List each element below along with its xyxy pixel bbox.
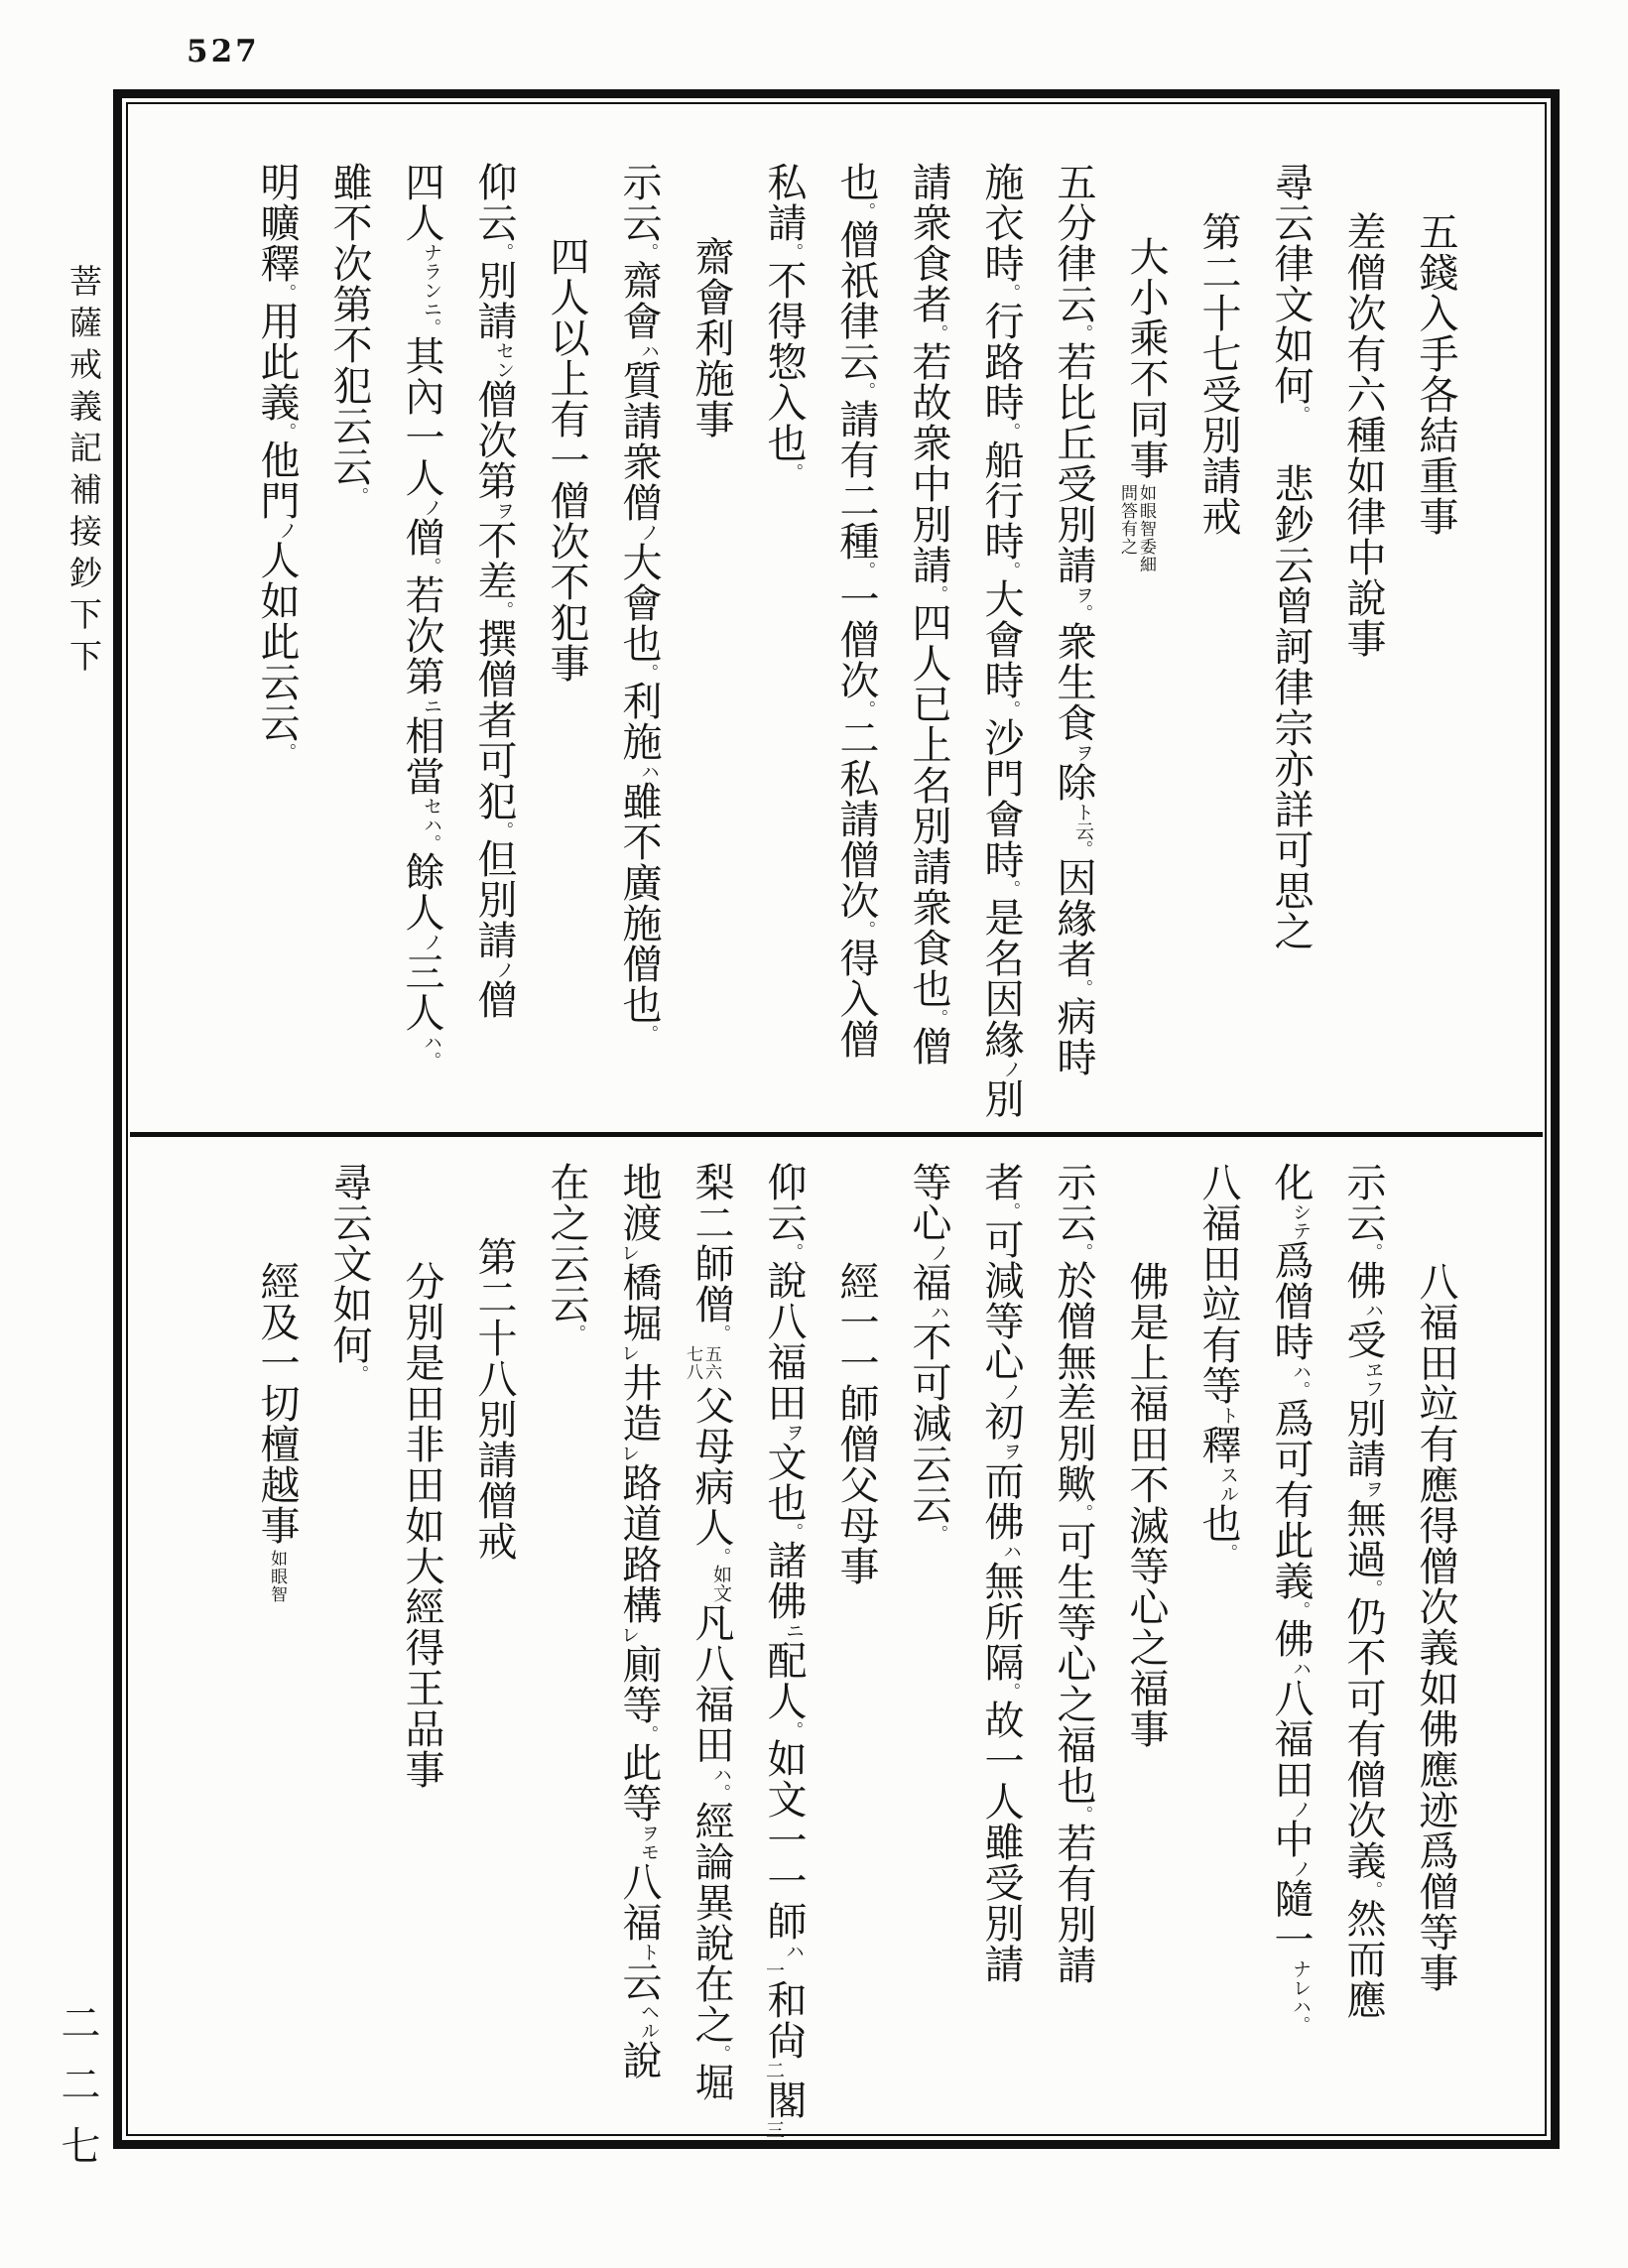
- punctuation-maru: 。: [639, 1025, 658, 1042]
- kunten-mark: ヲモ: [638, 1824, 659, 1861]
- punctuation-maru: 。: [277, 284, 296, 301]
- punctuation-maru: 。: [422, 558, 440, 574]
- kunten-mark: ハ: [638, 762, 659, 781]
- punctuation-maru: 。: [422, 1052, 440, 1069]
- kunten-mark: ハ: [1000, 1542, 1021, 1561]
- kunten-mark: 如文: [710, 1565, 731, 1602]
- punctuation-maru: 。: [929, 324, 947, 341]
- kunten-mark: ハ: [710, 1765, 731, 1784]
- text-frame: [113, 89, 1560, 2149]
- punctuation-maru: 。: [1001, 1202, 1020, 1219]
- text-column: 尋云文如何。: [327, 1162, 372, 1382]
- punctuation-maru: 。: [856, 700, 875, 717]
- punctuation-maru: 。: [856, 382, 875, 399]
- kunten-mark: ノ: [638, 523, 659, 542]
- punctuation-maru: 。: [929, 1009, 947, 1026]
- punctuation-maru: 。: [784, 243, 803, 260]
- text-column: 梨二師僧。 五六 七八 父母病人。如文凡八福田ハ。經論異說在之。堀: [683, 1162, 734, 2102]
- kunten-mark: ハ: [638, 341, 659, 360]
- kunten-mark: ヲ: [783, 1423, 804, 1442]
- kunten-mark: ノ: [276, 521, 297, 540]
- text-column: 四人以上有一僧次不犯事: [545, 236, 589, 684]
- kunten-mark: ヘル: [638, 2002, 659, 2040]
- top-text-block: [136, 108, 1537, 1174]
- interlinear-note-line: 問答有之: [1117, 484, 1137, 556]
- punctuation-maru: 。: [422, 834, 440, 851]
- text-column: 者。可減等心ノ初ヲ而佛ハ無所隔。故一人雖受別請: [979, 1162, 1024, 1984]
- text-column: 明曠釋。用此義。他門ノ人如此云云。: [255, 162, 300, 760]
- kunten-mark: レ: [618, 1625, 639, 1644]
- punctuation-maru: 。: [1001, 284, 1020, 301]
- punctuation-maru: 。: [349, 487, 368, 504]
- text-column: 大小乘不同事 如眼智委細 問答有之: [1117, 236, 1169, 573]
- kunten-mark: ト: [1217, 1406, 1238, 1425]
- text-column: 分別是田非田如大經得王品事: [400, 1261, 444, 1790]
- text-column: 仰云。說八福田ヲ文也。諸佛ニ配人。如文一一師ハ一和尙二閣三: [762, 1162, 807, 2139]
- kunten-mark: ハ: [1290, 1362, 1311, 1381]
- punctuation-maru: 。: [1291, 2016, 1310, 2033]
- kunten-mark: ノ: [1000, 1382, 1021, 1401]
- interlinear-note-line: 七八: [683, 1345, 702, 1381]
- punctuation-maru: 。: [1001, 562, 1020, 578]
- text-column: 私請。不得惣入也。: [762, 162, 807, 480]
- punctuation-maru: 。: [1363, 1881, 1382, 1898]
- punctuation-maru: 。: [1001, 1683, 1020, 1700]
- punctuation-maru: 。: [929, 1525, 947, 1542]
- text-column: 八福田竝有等ト釋スル也。: [1196, 1162, 1241, 1561]
- kunten-mark: ヲ: [1000, 1442, 1021, 1460]
- kunten-mark: ヲ: [1072, 743, 1093, 762]
- punctuation-maru: 。: [422, 318, 440, 335]
- kunten-mark: ナレハ: [1290, 1959, 1311, 2016]
- text-column: 在之云云。: [545, 1162, 589, 1341]
- kunten-mark: ヲ: [1072, 585, 1093, 604]
- interlinear-note: [1118, 484, 1156, 573]
- text-column: 佛是上福田不滅等心之福事: [1124, 1261, 1169, 1749]
- text-column: 八福田竝有應得僧次義如佛應迹爲僧等事: [1414, 1261, 1458, 1993]
- punctuation-maru: 。: [1073, 840, 1092, 857]
- folio-number: 二二七: [56, 2002, 100, 2187]
- punctuation-maru: 。: [1073, 1243, 1092, 1260]
- punctuation-maru: 。: [566, 1324, 585, 1341]
- kunten-mark: セン: [493, 341, 514, 379]
- punctuation-maru: 。: [1291, 1381, 1310, 1398]
- punctuation-maru: 。: [711, 1784, 730, 1801]
- punctuation-maru: 。: [1291, 1601, 1310, 1618]
- kunten-mark: ノ: [421, 933, 441, 951]
- punctuation-maru: 。: [1001, 423, 1020, 440]
- punctuation-maru: 。: [1073, 979, 1092, 996]
- text-column: 五錢入手各結重事: [1414, 211, 1458, 537]
- punctuation-maru: 。: [1363, 1579, 1382, 1596]
- text-column: 也。僧祇律云。請有二種。一僧次。二私請僧次。得入僧: [834, 162, 879, 1060]
- kunten-mark: ノ: [928, 1243, 948, 1262]
- punctuation-maru: 。: [711, 1324, 730, 1341]
- page-scan-number: 527: [187, 34, 260, 69]
- kunten-mark: ハ: [1362, 1301, 1383, 1320]
- punctuation-maru: 。: [1001, 880, 1020, 897]
- punctuation-maru: 。: [349, 1365, 368, 1382]
- punctuation-maru: 。: [494, 601, 513, 618]
- punctuation-maru: 。: [784, 463, 803, 480]
- text-column: 示云。佛ハ受ヱフ別請ヲ無過。仍不可有僧次義。然而應: [1341, 1162, 1386, 2020]
- kunten-mark: レ: [618, 1444, 639, 1462]
- punctuation-maru: 。: [784, 1721, 803, 1738]
- kunten-mark: スル: [1217, 1465, 1238, 1503]
- punctuation-maru: 。: [1073, 604, 1092, 621]
- kunten-mark: ニ: [421, 696, 441, 715]
- kunten-mark: セハ: [421, 797, 441, 834]
- punctuation-maru: 。: [1363, 1243, 1382, 1260]
- punctuation-maru: 。: [639, 664, 658, 681]
- punctuation-maru: 。: [856, 202, 875, 219]
- kunten-mark: ハ: [421, 1033, 441, 1052]
- text-column: 四人ナランニ。其內一人ノ僧。若次第ニ相當セハ。餘人ノ三人ハ。: [400, 162, 444, 1069]
- interlinear-note-line: 如眼智: [268, 1550, 287, 1603]
- punctuation-maru: 。: [784, 1523, 803, 1540]
- kunten-mark: ヱフ: [1362, 1360, 1383, 1398]
- kunten-mark: シテ: [1290, 1202, 1311, 1240]
- punctuation-maru: 。: [711, 1548, 730, 1565]
- text-column: 第二十八別請僧戒: [472, 1236, 517, 1562]
- text-column: 請衆食者。若故衆中別請。四人已上名別請衆食也。僧: [907, 162, 951, 1067]
- text-column: 尋云律文如何。 悲鈔云曾訶律宗亦詳可思之: [1269, 162, 1314, 951]
- kunten-mark: ノ: [1290, 1859, 1311, 1878]
- punctuation-maru: 。: [1218, 1544, 1237, 1561]
- kunten-mark: ヲ: [1362, 1479, 1383, 1498]
- text-column: 經一一師僧父母事: [834, 1261, 879, 1586]
- punctuation-maru: 。: [784, 1243, 803, 1260]
- punctuation-maru: 。: [639, 243, 658, 260]
- punctuation-maru: 。: [856, 921, 875, 938]
- punctuation-maru: 。: [494, 821, 513, 838]
- bottom-text-block: [136, 1146, 1537, 2139]
- text-column: 經及一切檀越事 如眼智: [255, 1261, 300, 1603]
- kunten-mark: ニ: [783, 1621, 804, 1640]
- kunten-mark: レ: [618, 1243, 639, 1262]
- kunten-mark: ノ: [493, 960, 514, 979]
- punctuation-maru: 。: [1291, 406, 1310, 423]
- kunten-mark: ノ: [1290, 1800, 1311, 1819]
- kunten-mark: ト云: [1072, 803, 1093, 840]
- text-column: 示云。於僧無差別歟。可生等心之福也。若有別請: [1052, 1162, 1096, 1985]
- punctuation-maru: 。: [277, 743, 296, 760]
- interlinear-note-line: 如眼智委細: [1137, 484, 1156, 573]
- punctuation-maru: 。: [494, 243, 513, 260]
- kunten-mark: 二: [763, 2061, 784, 2079]
- kunten-mark: ノ: [421, 498, 441, 517]
- punctuation-maru: 。: [1001, 700, 1020, 717]
- kunten-mark: レ: [618, 1343, 639, 1362]
- kunten-mark: ト: [638, 1943, 659, 1961]
- kunten-mark: ノ: [1000, 1060, 1021, 1078]
- punctuation-maru: 。: [639, 1725, 658, 1742]
- text-column: 齋會利施事: [689, 236, 734, 440]
- kunten-mark: ハ: [928, 1303, 948, 1322]
- interlinear-note: [684, 1345, 721, 1381]
- text-column: 雖不次第不犯云云。: [327, 162, 372, 504]
- punctuation-maru: 。: [1073, 1504, 1092, 1521]
- text-column: 示云。齋會ハ質請衆僧ノ大會也。利施ハ雖不廣施僧也。: [617, 162, 662, 1042]
- punctuation-maru: 。: [1073, 1806, 1092, 1823]
- kunten-mark: 一: [763, 1960, 784, 1979]
- kunten-mark: ハ: [783, 1942, 804, 1960]
- kunten-mark: ヲ: [493, 501, 514, 520]
- half-divider-rule: [130, 1132, 1543, 1137]
- kunten-mark: ナランニ: [421, 243, 441, 318]
- punctuation-maru: 。: [711, 2045, 730, 2062]
- text-column: 差僧次有六種如律中說事: [1341, 211, 1386, 659]
- text-column: 等心ノ福ハ不可減云云。: [907, 1162, 951, 1542]
- text-column: 五分律云。若比丘受別請ヲ。衆生食ヲ除ト云。因緣者。病時: [1052, 162, 1096, 1077]
- text-column: 仰云。別請セン僧次第ヲ不差。撰僧者可犯。但別請ノ僧: [472, 162, 517, 1020]
- kunten-mark: 三: [763, 2120, 784, 2139]
- punctuation-maru: 。: [1073, 324, 1092, 341]
- text-column: 地渡レ橋堀レ井造レ路道路構レ廁等。此等ヲモ八福ト云ヘル說: [617, 1162, 662, 2080]
- spine-title: 菩薩戒義記補接鈔下下: [64, 264, 100, 681]
- text-column: 施衣時。行路時。船行時。大會時。沙門會時。是名因緣ノ別: [979, 162, 1024, 1119]
- text-column: 第二十七受別請戒: [1196, 211, 1241, 537]
- punctuation-maru: 。: [929, 585, 947, 602]
- interlinear-note-line: 五六: [702, 1345, 721, 1381]
- punctuation-maru: 。: [277, 423, 296, 440]
- text-column: 化シテ爲僧時ハ。爲可有此義。佛ハ八福田ノ中ノ隨一ナレハ。: [1269, 1162, 1314, 2033]
- interlinear-note: [268, 1550, 287, 1603]
- punctuation-maru: 。: [856, 562, 875, 578]
- kunten-mark: ハ: [1290, 1659, 1311, 1678]
